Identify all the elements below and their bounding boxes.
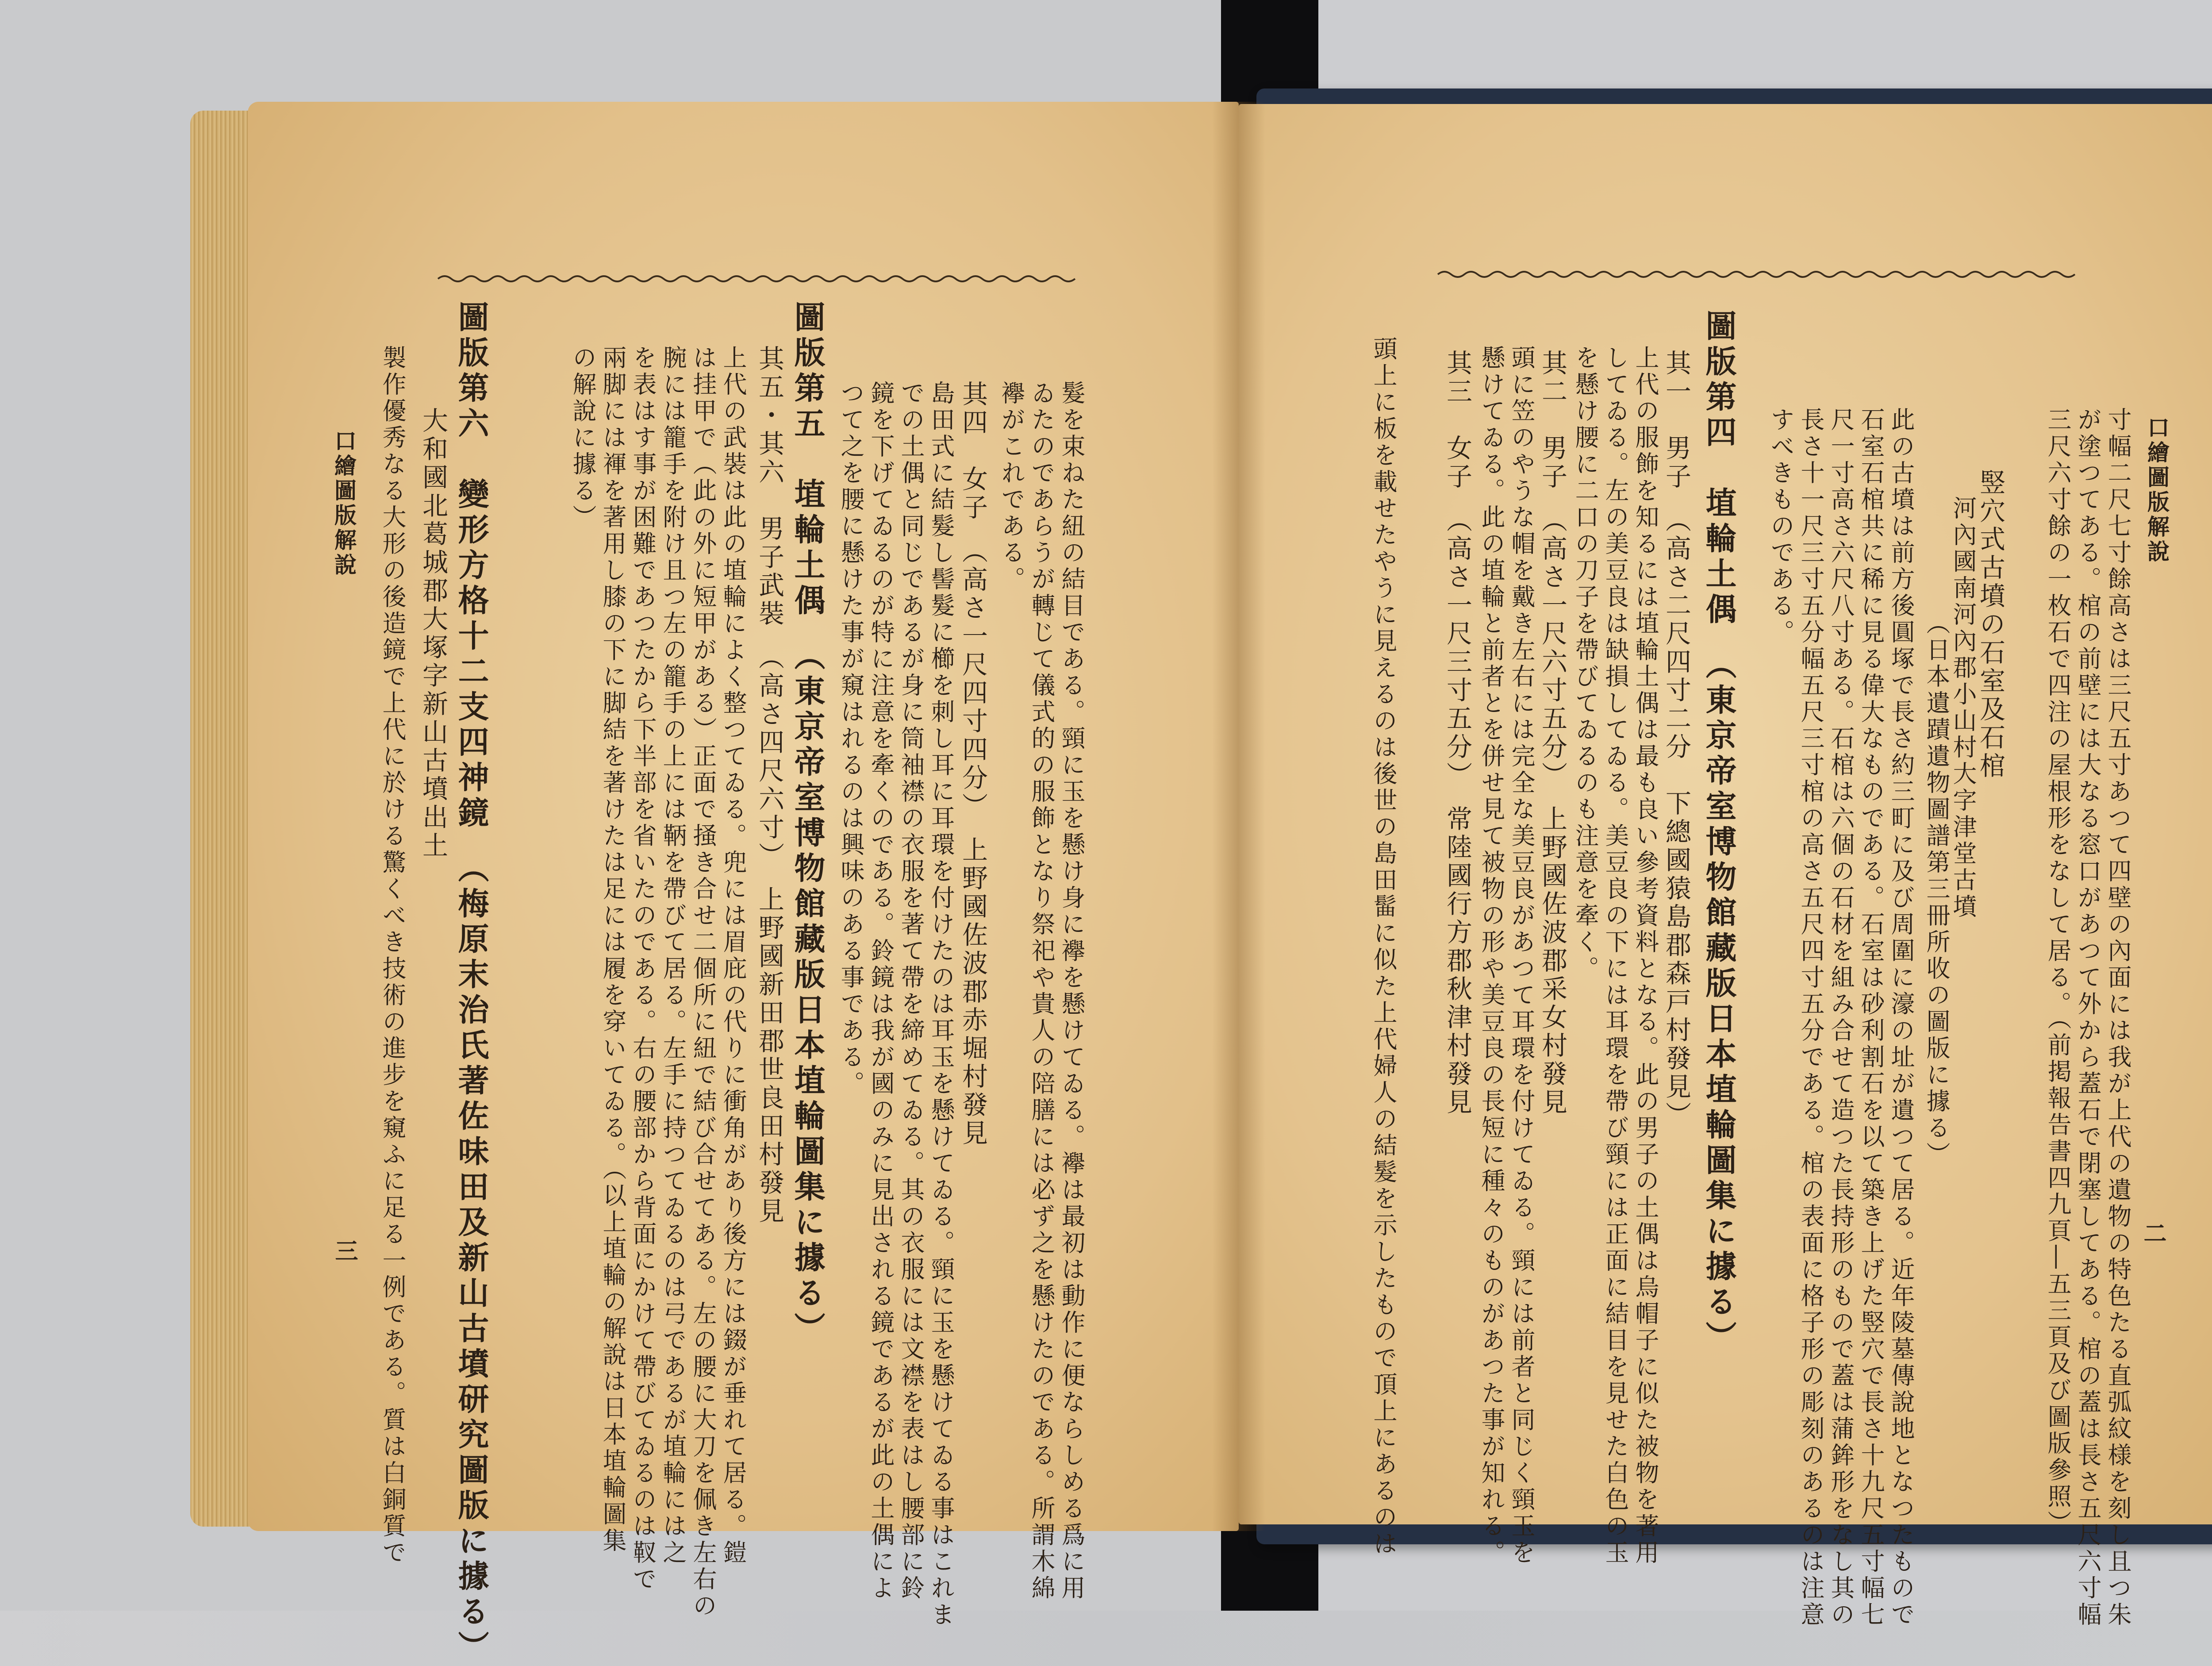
right-page-line: 尺一寸高さ六尺八寸ある。石棺は六個の石材を組み合せて造つた長持形のもので蓋は蒲鉾形をなし其の	[1827, 407, 1855, 1628]
left-page-line: 大和國北葛城郡大塚字新山古墳出土	[418, 407, 448, 860]
right-page-line: すべきものである。	[1767, 407, 1795, 646]
right-page-line: 河內國南河內郡小山村大字津堂古墳	[1949, 496, 1977, 920]
left-page-line: 襷がこれである。	[998, 381, 1025, 593]
right-page-line: が塗つてある。棺の前壁には大なる窓口があつて外から蓋石で閉塞してある。棺の蓋は長さ五尺六寸幅	[2074, 407, 2102, 1628]
left-page-line: 製作優秀なる大形の後造鏡で上代に於ける驚くべき技術の進步を窺ふに足る一例である。質は白銅質で	[379, 345, 407, 1566]
right-page-line: 其二 男子 （高さ一尺六寸五分） 上野國佐波郡采女村發見	[1537, 350, 1567, 1117]
right-page-line: 其一 男子 （高さ二尺四寸二分 下總國猿島郡森戸村發見）	[1661, 350, 1691, 1130]
left-page-line: 其四 女子 （高さ一尺四寸四分） 上野國佐波郡赤堀村發見	[958, 381, 988, 1148]
left-page-wavy-rule	[438, 272, 1079, 285]
right-page-line: 頭に笠のやうな帽を戴き左右には完全な美豆良があつて耳環を付けてゐる。頸には前者と同じく頸玉を	[1508, 345, 1536, 1566]
left-page-line: つて之を腰に懸けた事が窺はれるのは興味のある事である。	[837, 381, 865, 1097]
right-page-line: 此の古墳は前方後圓塚で長さ約三町に及び周圍に濠の址が遺つて居る。近年陵墓傳說地となつたもので	[1887, 407, 1915, 1628]
left-page-line: 兩脚には褌を著用し膝の下に脚結を著けたは足には履を穿いてゐる。（以上埴輪の解說は日本埴輪圖集	[599, 345, 627, 1554]
left-page-line: 腕には籠手を附け且つ左の籠手の上には鞆を帶びて居る。左手に持つてゐるのは弓であるが埴輪には之	[659, 345, 687, 1566]
right-page-line: （日本遺蹟遺物圖譜第三冊所收の圖版に據る）	[1923, 611, 1951, 1168]
left-page-line: ゐたのであらうが轉じて儀式的の服飾となり祭祀や貴人の陪膳には必ず之を懸けたのである。所謂木綿	[1028, 381, 1056, 1602]
left-running-header: 口繪圖版解說	[331, 429, 357, 578]
right-page-line: してゐる。左の美豆良は缺損してゐる。美豆良の下には耳環を帶び頸には正面に結目を見せた白色の玉	[1601, 345, 1629, 1566]
book-gutter	[1212, 102, 1265, 1531]
left-page-line: 島田式に結髮し髻髮に櫛を刺し耳に耳環を付けたのは耳玉を懸けてゐる。頸に玉を懸けてゐる事はこれま	[927, 381, 955, 1628]
right-page-line: を懸け腰に二口の刀子を帶びてゐるのも注意を牽く。	[1571, 345, 1599, 982]
right-page-wavy-rule	[1438, 268, 2079, 281]
left-page-line: 鏡を下げてゐるのが特に注意を牽くのである。鈴鏡は我が國のみに見出される鏡であるが此の土偶によ	[867, 381, 895, 1602]
right-page-line: 長さ十一尺三寸五分幅五尺三寸棺の高さ五尺四寸五分である。棺の表面に格子形の彫刻のあるのは注意	[1797, 407, 1825, 1628]
right-page-line: 頭上に板を載せたやうに見えるのは後世の島田髷に似た上代婦人の結髮を示したもので頂上にあるのは	[1370, 336, 1398, 1558]
right-page-line: 寸幅二尺七寸餘高さは三尺五寸あつて四壁の內面には我が上代の遺物の特色たる直弧紋様を刻し且つ朱	[2104, 407, 2132, 1628]
right-page-line: 竪穴式古墳の石室及石棺	[1975, 469, 2005, 781]
left-page-line: は挂甲で（此の外に短甲がある）正面で掻き合せ二個所に紐で結び合せてある。左の腰に大刀を佩き左右の	[689, 345, 717, 1620]
right-page-line: 圖版第四 埴輪土偶 （東京帝室博物館藏版日本埴輪圖集に據る）	[1701, 310, 1737, 1356]
left-page-line: 髮を束ねた紐の結目である。頸に玉を懸け身に襷を懸けてゐる。襷は最初は動作に便ならしめる爲に用	[1058, 381, 1086, 1602]
left-page-line: 圖版第六 變形方格十二支四神鏡 （梅原末治氏著佐味田及新山古墳研究圖版に據る）	[453, 301, 490, 1666]
right-page-number: 二	[2139, 1221, 2166, 1247]
left-page-line: の解說に據る）	[569, 345, 597, 531]
left-page-line: での土偶と同じであるが身に筒袖襟の衣服を著て帶を締めてゐる。其の衣服には文襟を表はし腰部に鈴	[897, 381, 925, 1602]
left-page-number: 三	[331, 1239, 358, 1265]
right-page-line: 其三 女子 （高さ一尺三寸五分） 常陸國行方郡秋津村發見	[1442, 350, 1472, 1117]
left-page-line: 其五・其六 男子武裝 （高さ四尺六寸） 上野國新田郡世良田村發見	[754, 345, 784, 1226]
right-page-line: 上代の服飾を知るには埴輪土偶は最も良い參考資料となる。此の男子の土偶は烏帽子に似た被物を著用	[1632, 345, 1659, 1566]
right-running-header: 口繪圖版解說	[2144, 416, 2170, 565]
right-page-line: 石室石棺共に稀に見る偉大なものである。石室は砂利割石を以て築き上げた竪穴で長さ十九尺五寸幅七	[1857, 407, 1885, 1628]
right-page-line: 懸けてゐる。此の埴輪と前者とを併せ見て被物の形や美豆良の長短に種々のものがあつた事が知れる。	[1478, 345, 1505, 1566]
right-page-line: 三尺六寸餘の一枚石で四注の屋根形をなして居る。（前掲報告書四九頁―五三頁及び圖版參照）	[2044, 407, 2072, 1537]
left-page-line: 上代の武裝は此の埴輪によく整つてゐる。兜には眉庇の代りに衝角があり後方には錣が垂れて居る。鎧	[719, 345, 747, 1566]
left-page-line: 圖版第五 埴輪土偶 （東京帝室博物館藏版日本埴輪圖集に據る）	[789, 301, 826, 1347]
left-page-line: を表はす事が困難であつたから下半部を省いたのである。右の腰部から背面にかけて帶びてゐるのは靫で	[629, 345, 657, 1593]
